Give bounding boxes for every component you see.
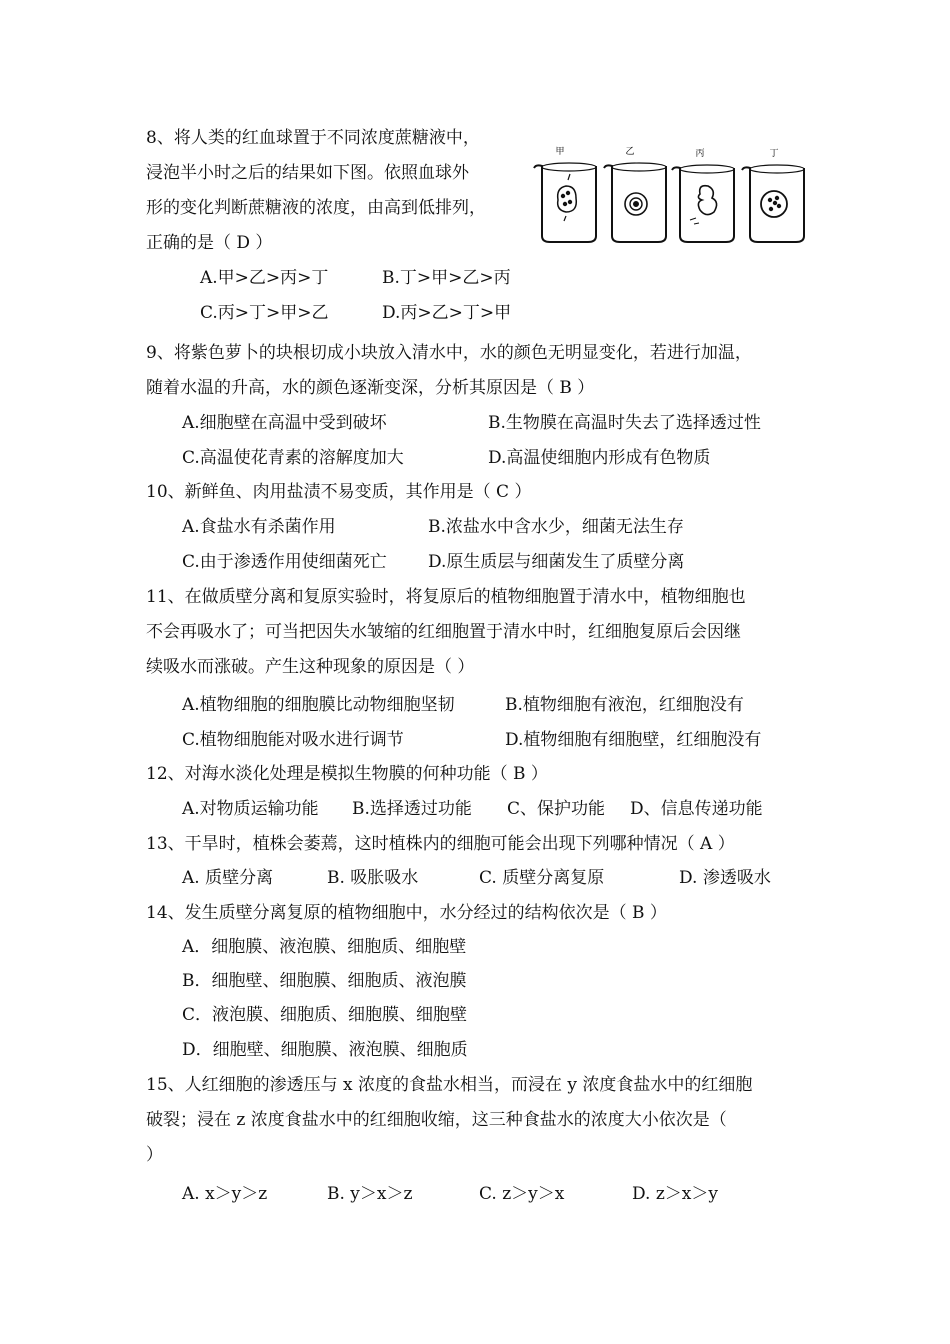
- q8-line-2: 浸泡半小时之后的结果如下图。依照血球外: [146, 163, 469, 183]
- q10-line-1: 10、新鲜鱼、肉用盐渍不易变质，其作用是（ C ）: [146, 482, 532, 502]
- q14-option-a: A．细胞膜、液泡膜、细胞质、细胞壁: [182, 937, 467, 957]
- q13-option-c: C. 质壁分离复原: [479, 868, 605, 888]
- beaker-1: [534, 163, 596, 242]
- beaker-3: [672, 165, 734, 242]
- q11-option-d: D.植物细胞有细胞壁，红细胞没有: [505, 730, 762, 750]
- q13-option-b: B. 吸胀吸水: [327, 868, 419, 888]
- q9-option-c: C.高温使花青素的溶解度加大: [182, 448, 404, 468]
- q9-option-b: B.生物膜在高温时失去了选择透过性: [488, 413, 761, 433]
- q14-option-d: D．细胞壁、细胞膜、液泡膜、细胞质: [182, 1040, 468, 1060]
- beaker-label-4: 丁: [769, 149, 779, 159]
- q9-line-1: 9、将紫色萝卜的块根切成小块放入清水中，水的颜色无明显变化，若进行加温，: [146, 343, 752, 363]
- q11-line-3: 续吸水而涨破。产生这种现象的原因是（ ）: [146, 657, 475, 677]
- q15-option-b: B. y＞x＞z: [327, 1184, 413, 1204]
- beaker-label-1: 甲: [555, 147, 565, 157]
- beaker-label-2: 乙: [625, 147, 635, 157]
- q14-option-c: C．液泡膜、细胞质、细胞膜、细胞壁: [182, 1005, 468, 1025]
- q10-option-a: A.食盐水有杀菌作用: [182, 517, 336, 537]
- q15-option-a: A. x＞y＞z: [182, 1184, 268, 1204]
- q11-option-c: C.植物细胞能对吸水进行调节: [182, 730, 404, 750]
- q13-option-d: D. 渗透吸水: [679, 868, 771, 888]
- q8-option-c: C.丙>丁>甲>乙: [200, 303, 329, 323]
- q10-option-b: B.浓盐水中含水少，细菌无法生存: [428, 517, 684, 537]
- q8-option-d: D.丙>乙>丁>甲: [382, 303, 512, 323]
- q11-option-b: B.植物细胞有液泡，红细胞没有: [505, 695, 744, 715]
- q12-option-a: A.对物质运输功能: [182, 799, 319, 819]
- q15-line-3: ）: [146, 1145, 163, 1165]
- beaker-illustration: [530, 140, 810, 250]
- q14-line-1: 14、发生质壁分离复原的植物细胞中，水分经过的结构依次是（ B ）: [146, 903, 667, 923]
- q8-line-3: 形的变化判断蔗糖液的浓度，由高到低排列，: [146, 198, 486, 218]
- q9-option-a: A.细胞壁在高温中受到破坏: [182, 413, 387, 433]
- beaker-figure: [530, 140, 810, 250]
- q11-line-1: 11、在做质壁分离和复原实验时，将复原后的植物细胞置于清水中，植物细胞也: [146, 587, 746, 607]
- q13-option-a: A. 质壁分离: [182, 868, 274, 888]
- q8-option-a: A.甲>乙>丙>丁: [200, 268, 329, 288]
- q15-option-d: D. z＞x＞y: [632, 1184, 718, 1204]
- q15-line-2: 破裂；浸在 z 浓度食盐水中的红细胞收缩，这三种食盐水的浓度大小依次是（: [146, 1110, 727, 1130]
- q11-line-2: 不会再吸水了；可当把因失水皱缩的红细胞置于清水中时，红细胞复原后会因继: [146, 622, 741, 642]
- q12-option-d: D、信息传递功能: [630, 799, 763, 819]
- beaker-2: [604, 163, 666, 242]
- q8-line-1: 8、将人类的红血球置于不同浓度蔗糖液中，: [146, 128, 480, 148]
- q15-option-c: C. z＞y＞x: [479, 1184, 565, 1204]
- beaker-label-3: 丙: [695, 149, 705, 159]
- q10-option-c: C.由于渗透作用使细菌死亡: [182, 552, 387, 572]
- q8-option-b: B.丁>甲>乙>丙: [382, 268, 511, 288]
- q10-option-d: D.原生质层与细菌发生了质壁分离: [428, 552, 685, 572]
- q14-option-b: B．细胞壁、细胞膜、细胞质、液泡膜: [182, 971, 467, 991]
- q9-line-2: 随着水温的升高，水的颜色逐渐变深，分析其原因是（ B ）: [146, 378, 595, 398]
- q12-option-b: B.选择透过功能: [352, 799, 472, 819]
- q8-line-4: 正确的是（ D ）: [146, 233, 273, 253]
- q9-option-d: D.高温使细胞内形成有色物质: [488, 448, 711, 468]
- q11-option-a: A.植物细胞的细胞膜比动物细胞坚韧: [182, 695, 455, 715]
- q13-line-1: 13、干旱时，植株会萎蔫，这时植株内的细胞可能会出现下列哪种情况（ A ）: [146, 834, 735, 854]
- q12-line-1: 12、对海水淡化处理是模拟生物膜的何种功能（ B ）: [146, 764, 548, 784]
- beaker-4: [742, 165, 804, 242]
- q12-option-c: C、保护功能: [507, 799, 606, 819]
- q15-line-1: 15、人红细胞的渗透压与 x 浓度的食盐水相当，而浸在 y 浓度食盐水中的红细胞: [146, 1075, 753, 1095]
